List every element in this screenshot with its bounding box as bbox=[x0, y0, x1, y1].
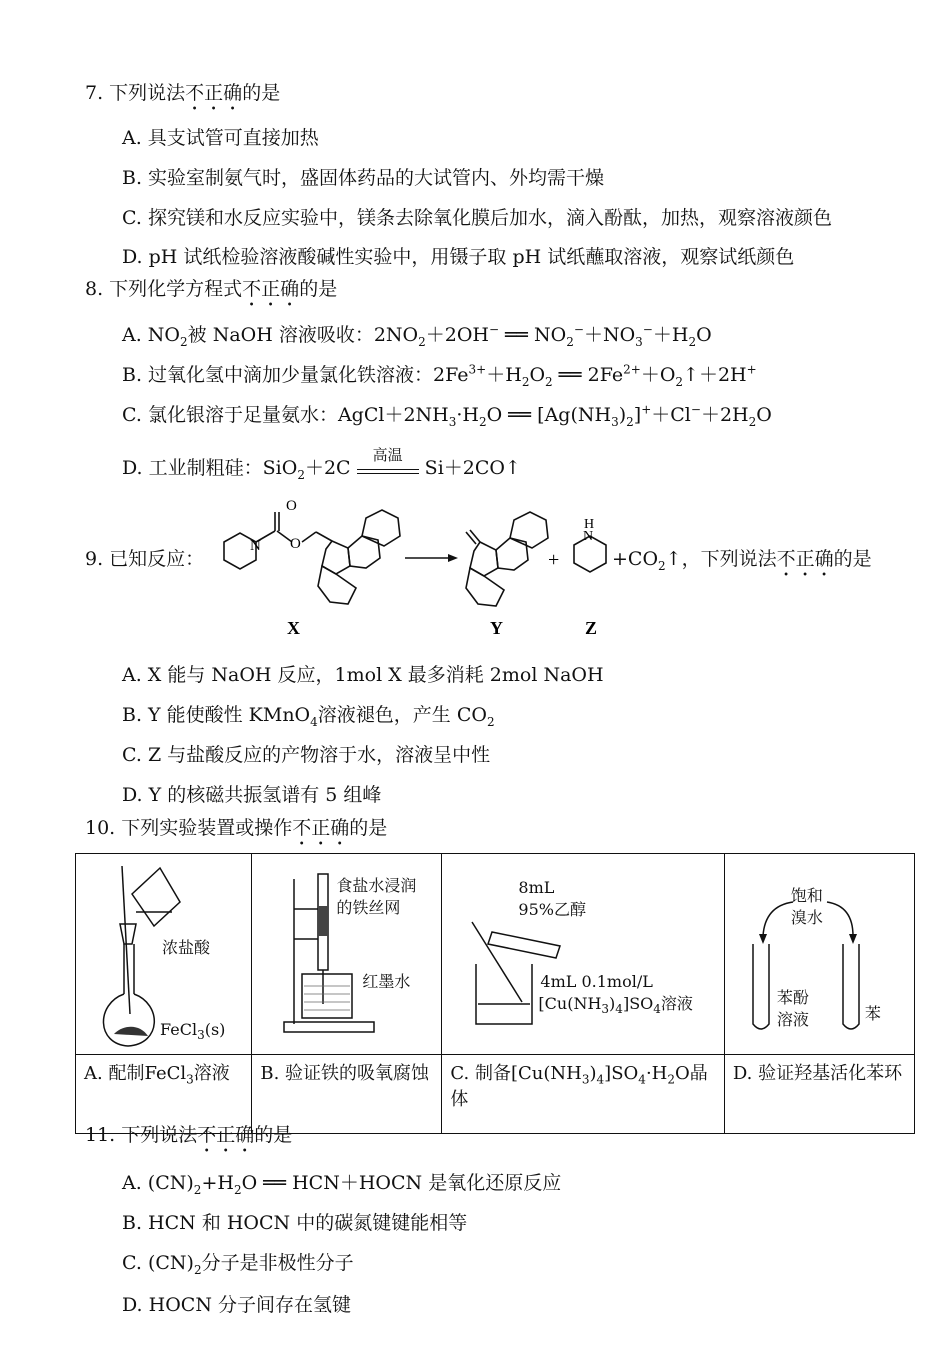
experiment-table bbox=[75, 853, 915, 1134]
label-phenol-2: 溶液 bbox=[776, 1010, 809, 1029]
q11-option-d-cut: D. HOCN 分子间存在氢键 bbox=[122, 1294, 351, 1316]
label-x: X bbox=[287, 618, 300, 638]
plus-sign: + bbox=[548, 549, 560, 571]
label-iron-mesh-2: 的铁丝网 bbox=[336, 898, 401, 917]
label-fecl3: FeCl$_3$(s) bbox=[160, 1020, 226, 1043]
q8-option-d: D. 工业制粗硅：SiO$_2$＋2C 高温 Si＋2CO↑ bbox=[122, 455, 521, 481]
q8-option-c: C. 氯化银溶于足量氨水：$AgCl+2NH_3\cdot H_2O$ ══ $[Ag(NH_3)_2]^++Cl^-+2H_2O$ bbox=[122, 402, 772, 429]
q9-stem-tail: $+CO_2↑$，下列说法不正确的是 bbox=[612, 548, 872, 573]
q7-option-a: A. 具支试管可直接加热 bbox=[122, 127, 319, 149]
label-bromine-2: 溴水 bbox=[790, 908, 823, 927]
label-z: Z bbox=[585, 618, 598, 638]
q9-option-c: C. Z 与盐酸反应的产物溶于水，溶液呈中性 bbox=[122, 744, 491, 766]
q11-stem: 11. 下列说法不正确的是 bbox=[85, 1124, 293, 1146]
q9-option-a: A. X 能与 NaOH 反应，1mol X 最多消耗 2mol NaOH bbox=[122, 664, 604, 686]
caption-c: C. 制备$[Cu(NH_3)_4]SO_4\cdot H_2O$晶体 bbox=[442, 1055, 724, 1134]
q7-option-c: C. 探究镁和水反应实验中，镁条去除氧化膜后加水，滴入酚酞，加热，观察溶液颜色 bbox=[122, 207, 832, 229]
q11-option-b: B. HCN 和 HOCN 中的碳氮键键能相等 bbox=[122, 1212, 468, 1234]
carbonyl-o: O bbox=[286, 498, 297, 514]
q11-option-a: A. $(CN)_2+H_2O$ ══ HCN＋HOCN 是氧化还原反应 bbox=[122, 1172, 562, 1197]
q8-stem: 8. 下列化学方程式不正确的是 bbox=[85, 278, 338, 300]
label-ethanol: 95%乙醇 bbox=[518, 900, 586, 919]
label-bromine-1: 饱和 bbox=[790, 886, 823, 905]
q9-stem-lead: 9. 已知反应： bbox=[85, 548, 205, 570]
q7-option-b: B. 实验室制氨气时，盛固体药品的大试管内、外均需干燥 bbox=[122, 167, 605, 189]
caption-b: B. 验证铁的吸氧腐蚀 bbox=[252, 1055, 442, 1134]
apparatus-a bbox=[76, 854, 252, 1055]
q11-option-c: C. $(CN)_2$分子是非极性分子 bbox=[122, 1252, 354, 1277]
apparatus-d bbox=[724, 854, 914, 1055]
ring-n: N bbox=[250, 538, 261, 554]
q8-option-b: B. 过氧化氢中滴加少量氯化铁溶液：$2Fe^{3+}+H_2O_2$ ══ $2Fe^{2+}+O_2↑+2H^+$ bbox=[122, 362, 757, 389]
reaction-condition: 高温 bbox=[372, 446, 403, 464]
q7-stem: 7. 下列说法不正确的是 bbox=[85, 82, 281, 104]
label-y: Y bbox=[490, 618, 503, 638]
label-red-ink: 红墨水 bbox=[362, 972, 411, 991]
label-benzene: 苯 bbox=[864, 1004, 881, 1023]
q9-option-d: D. Y 的核磁共振氢谱有 5 组峰 bbox=[122, 784, 382, 806]
ester-o: O bbox=[290, 536, 301, 552]
q9-option-b: B. Y 能使酸性 KMnO$_4$溶液褪色，产生 $CO_2$ bbox=[122, 704, 495, 729]
nh-n: N bbox=[583, 529, 594, 544]
label-iron-mesh-1: 食盐水浸润 bbox=[336, 876, 417, 895]
label-conc-hcl: 浓盐酸 bbox=[162, 938, 211, 957]
apparatus-c bbox=[442, 854, 724, 1055]
label-8ml: 8mL bbox=[518, 878, 555, 897]
q7-option-d: D. pH 试纸检验溶液酸碱性实验中，用镊子取 pH 试纸蘸取溶液，观察试纸颜色 bbox=[122, 246, 795, 268]
caption-a: A. 配制FeCl$_3$溶液 bbox=[76, 1055, 252, 1134]
q8-option-a: A. $NO_2$被 NaOH 溶液吸收：$2NO_2+2OH^-$ ══ $NO_2^-+NO_3^-+H_2O$ bbox=[122, 322, 712, 349]
q10-stem: 10. 下列实验装置或操作不正确的是 bbox=[85, 817, 388, 839]
apparatus-b bbox=[252, 854, 442, 1055]
label-cu-solution: $[Cu(NH_3)_4]SO_4$溶液 bbox=[538, 994, 693, 1017]
label-phenol-1: 苯酚 bbox=[776, 988, 809, 1007]
label-concentration: 4mL 0.1mol/L bbox=[540, 972, 653, 991]
nh-h: H bbox=[584, 517, 595, 532]
caption-d: D. 验证羟基活化苯环 bbox=[724, 1055, 914, 1134]
